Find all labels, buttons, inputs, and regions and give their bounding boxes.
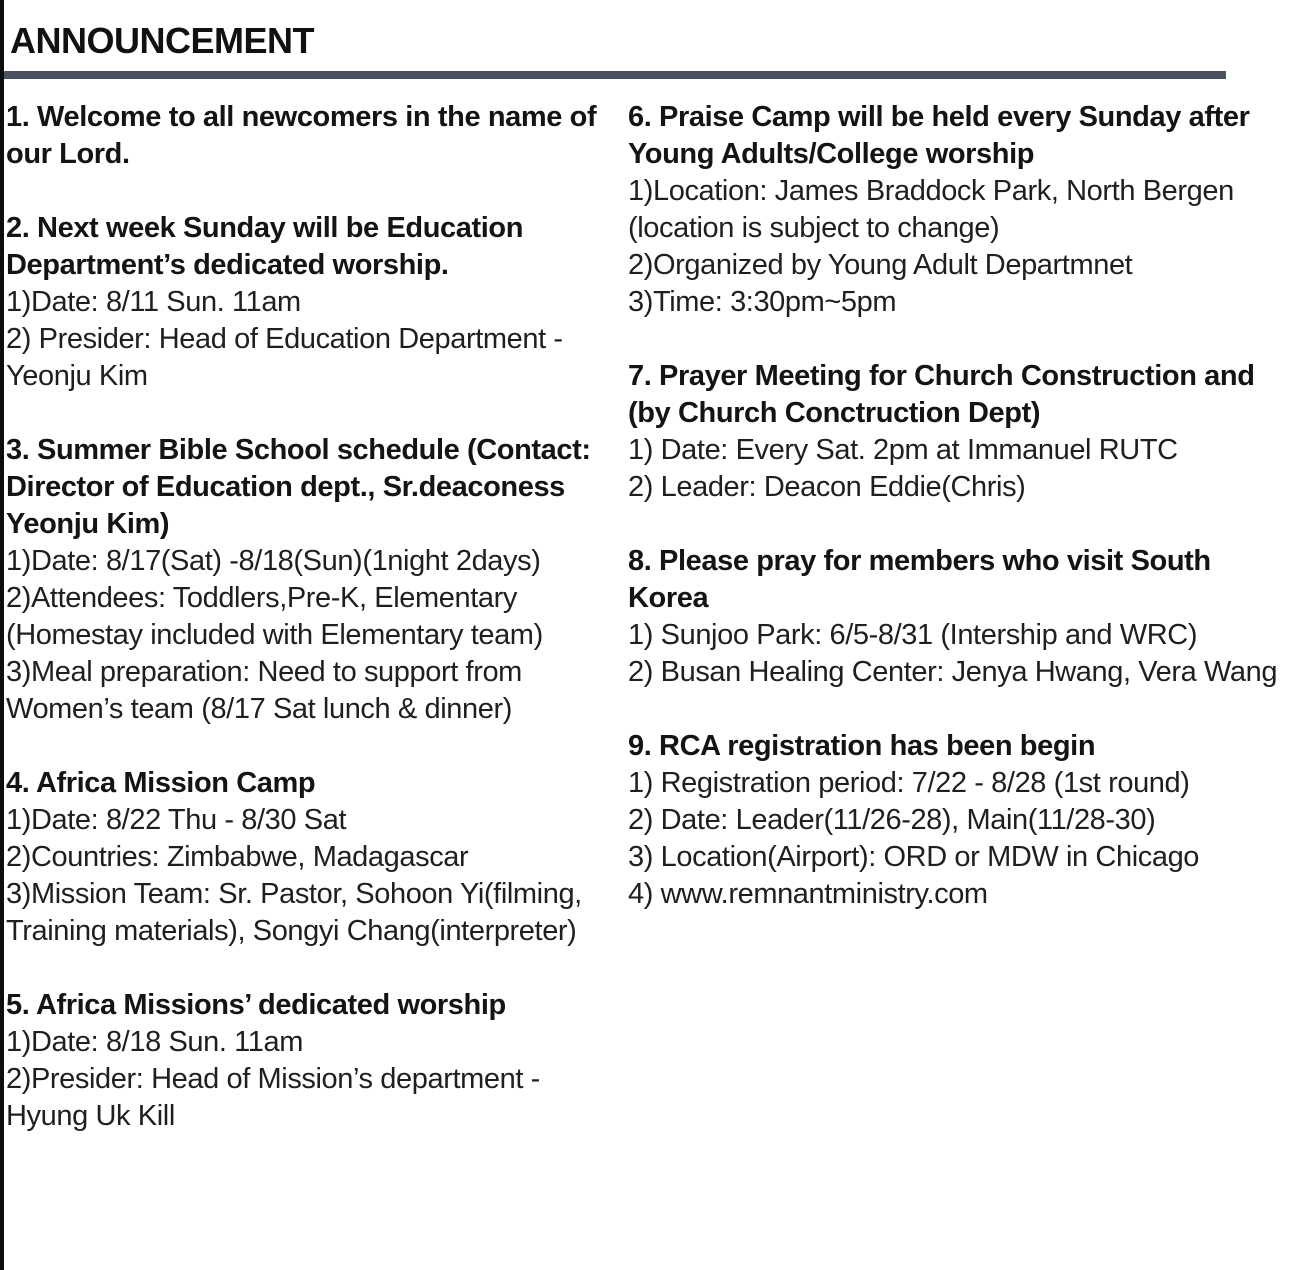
announcement-heading: 5. Africa Missions’ dedicated worship	[6, 988, 506, 1021]
announcement-item	[628, 358, 1288, 506]
announcement-line: 1)Date: 8/18 Sun. 11am	[6, 1025, 303, 1058]
announcement-line: 3)Mission Team: Sr. Pastor, Sohoon Yi(filming, Training materials), Songyi Chang(interpreter)	[6, 877, 582, 947]
announcement-item	[628, 543, 1288, 691]
title-divider-rule	[4, 71, 1226, 79]
announcement-line: 2) Date: Leader(11/26-28), Main(11/28-30)	[628, 803, 1156, 836]
announcement-item	[6, 987, 614, 1135]
announcement-item	[6, 99, 614, 173]
announcement-columns	[4, 79, 1296, 1172]
announcement-line: 1) Sunjoo Park: 6/5-8/31 (Intership and WRC)	[628, 618, 1198, 651]
announcement-line: 2)Attendees: Toddlers,Pre-K, Elementary (Homestay included with Elementary team)	[6, 581, 543, 651]
announcement-item	[628, 99, 1288, 321]
announcement-line: 2) Busan Healing Center: Jenya Hwang, Vera Wang	[628, 655, 1278, 688]
announcement-line: 2)Countries: Zimbabwe, Madagascar	[6, 840, 469, 873]
announcement-item	[6, 765, 614, 950]
announcement-line: 2)Organized by Young Adult Departmnet	[628, 248, 1133, 281]
announcement-heading: 3. Summer Bible School schedule (Contact: Director of Education dept., Sr.deaconess Yeonju Kim)	[6, 433, 591, 540]
announcement-column-right	[628, 99, 1288, 1172]
announcement-line: 1)Date: 8/11 Sun. 11am	[6, 285, 301, 318]
announcement-line: 2) Presider: Head of Education Department - Yeonju Kim	[6, 322, 563, 392]
announcement-item	[628, 728, 1288, 913]
announcement-heading: 8. Please pray for members who visit South Korea	[628, 544, 1211, 614]
announcement-line: 2) Leader: Deacon Eddie(Chris)	[628, 470, 1026, 503]
announcement-heading: 9. RCA registration has been begin	[628, 729, 1096, 762]
announcement-item	[6, 210, 614, 395]
announcement-line: 3) Location(Airport): ORD or MDW in Chicago	[628, 840, 1200, 873]
announcement-line: 3)Time: 3:30pm~5pm	[628, 285, 897, 318]
announcement-heading: 6. Praise Camp will be held every Sunday after Young Adults/College worship	[628, 100, 1250, 170]
announcement-line: 1)Date: 8/17(Sat) -8/18(Sun)(1night 2days)	[6, 544, 541, 577]
announcement-heading: 4. Africa Mission Camp	[6, 766, 316, 799]
page-title: ANNOUNCEMENT	[10, 20, 314, 61]
announcement-line: 1)Date: 8/22 Thu - 8/30 Sat	[6, 803, 347, 836]
announcement-heading: 7. Prayer Meeting for Church Construction and (by Church Conctruction Dept)	[628, 359, 1255, 429]
announcement-line: 4) www.remnantministry.com	[628, 877, 988, 910]
announcement-line: 3)Meal preparation: Need to support from Women’s team (8/17 Sat lunch & dinner)	[6, 655, 522, 725]
announcement-heading: 2. Next week Sunday will be Education Department’s dedicated worship.	[6, 211, 524, 281]
announcement-item	[6, 432, 614, 728]
announcement-column-left	[6, 99, 614, 1172]
announcement-line: 1) Registration period: 7/22 - 8/28 (1st round)	[628, 766, 1190, 799]
announcement-line: 1) Date: Every Sat. 2pm at Immanuel RUTC	[628, 433, 1178, 466]
announcement-line: 2)Presider: Head of Mission’s department - Hyung Uk Kill	[6, 1062, 540, 1132]
announcement-line: 1)Location: James Braddock Park, North Bergen (location is subject to change)	[628, 174, 1234, 244]
announcement-heading: 1. Welcome to all newcomers in the name of our Lord.	[6, 100, 597, 170]
